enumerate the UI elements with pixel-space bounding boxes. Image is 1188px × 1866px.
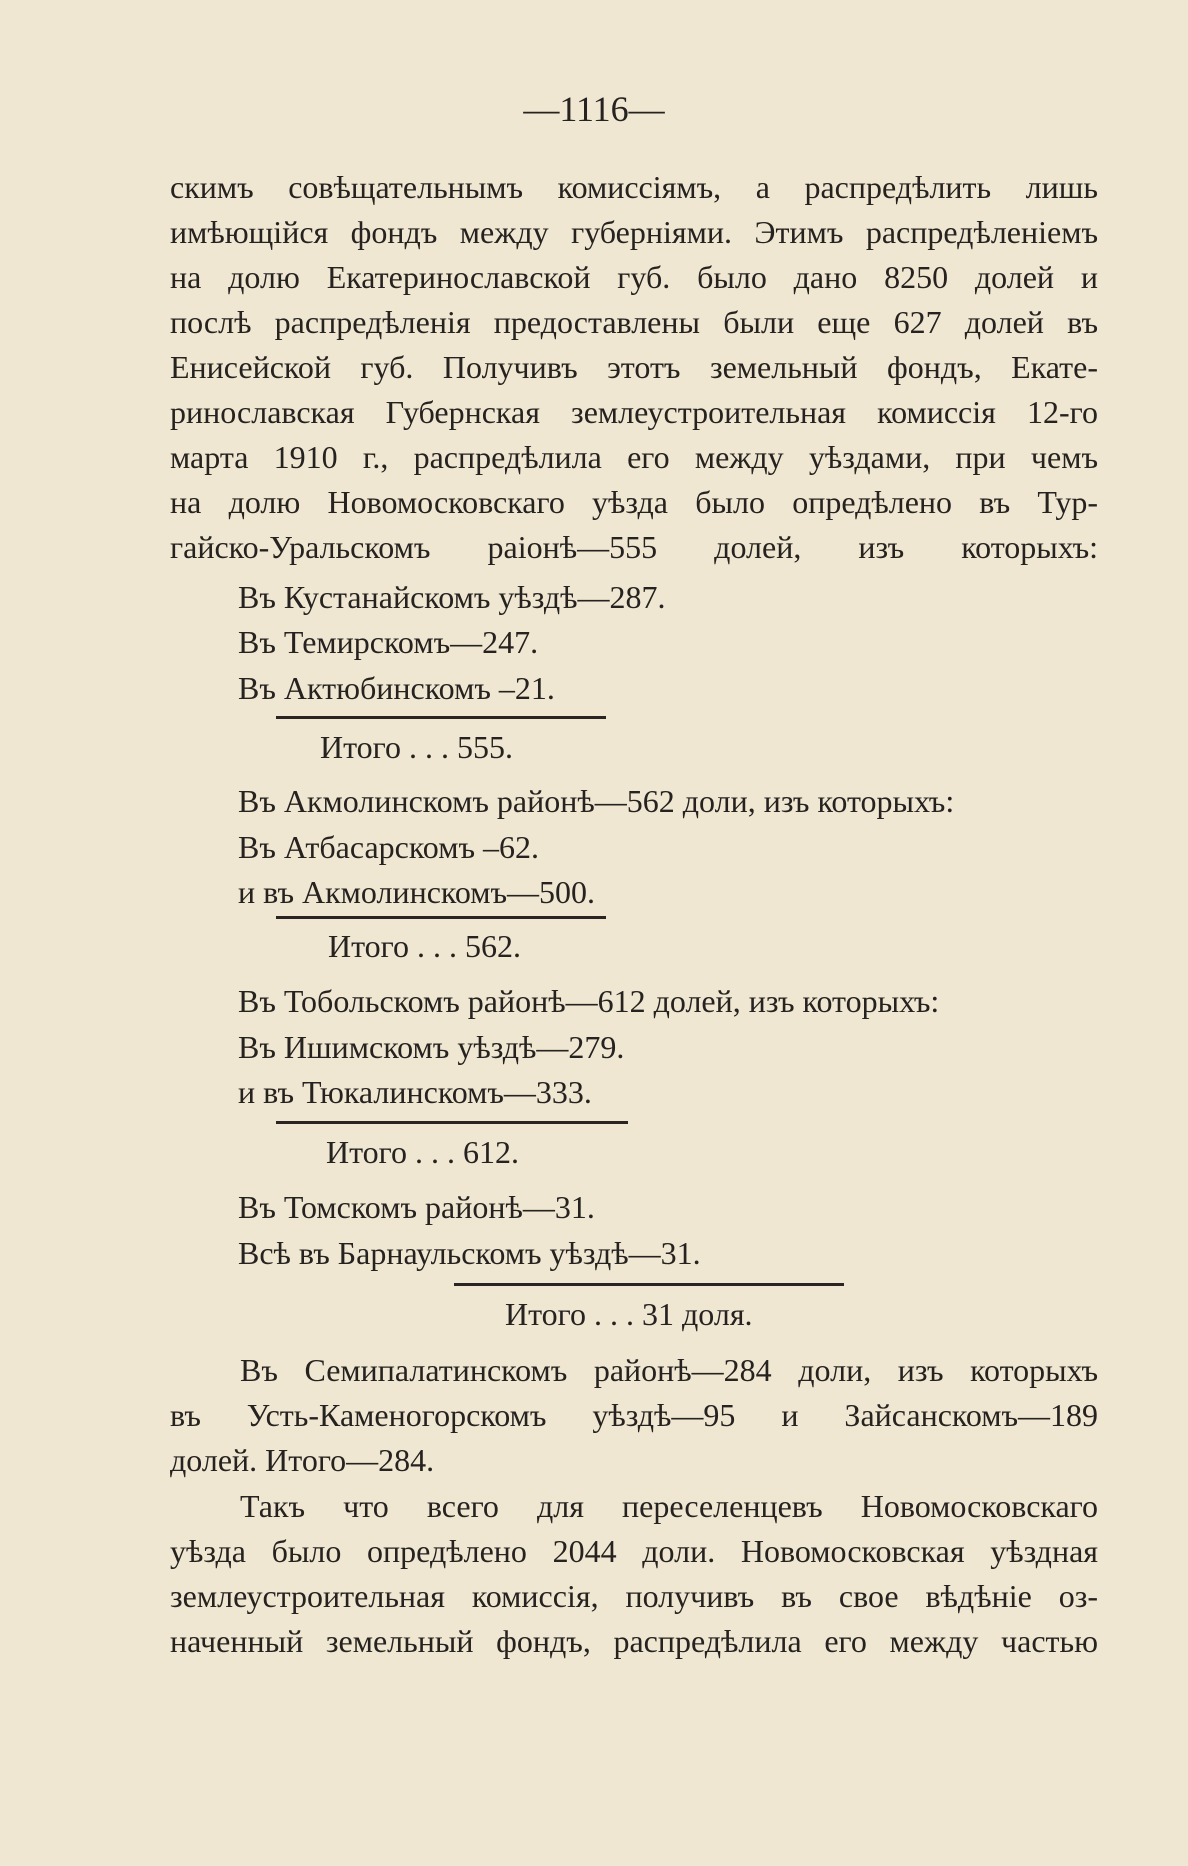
text-line: марта 1910 г., распредѣлила его между уѣздами, при чемъ [170,439,1098,475]
total-rule [276,1121,628,1124]
text-line: имѣющійся фондъ между губерніями. Этимъ распредѣленіемъ [170,214,1098,250]
text-line: на долю Екатеринославской губ. было дано 8250 долей и [170,259,1098,295]
total-rule [276,916,606,919]
text-line: долей. Итого—284. [170,1442,435,1478]
total-line: Итого . . . 555. [320,729,513,765]
list-item: Въ Ишимскомъ уѣздѣ—279. [238,1029,625,1065]
paragraph-semipalatinsk [170,1348,1098,1483]
text-line: скимъ совѣщательнымъ комиссіямъ, а распредѣлить лишь [170,169,1098,205]
list-item: Въ Темирскомъ—247. [238,624,539,660]
paragraph-total [170,1484,1098,1664]
text-line: въ Усть-Каменогорскомъ уѣздѣ—95 и Зайсанскомъ—189 [170,1397,1098,1433]
total-line: Итого . . . 562. [328,928,521,964]
section-heading: Въ Тобольскомъ районѣ—612 долей, изъ которыхъ: [238,983,940,1019]
text-line: Енисейской губ. Получивъ этотъ земельный фондъ, Екате- [170,349,1098,385]
list-item: Въ Атбасарскомъ –62. [238,829,539,865]
page-number: —1116— [523,89,665,129]
text-line: наченный земельный фондъ, распредѣлила его между частью [170,1623,1098,1659]
list-item: Въ Актюбинскомъ –21. [238,670,555,706]
text-line: на долю Новомосковскаго уѣзда было опредѣлено въ Тур- [170,484,1098,520]
section-heading: Въ Акмолинскомъ районѣ—562 доли, изъ которыхъ: [238,783,955,819]
list-item: и въ Акмолинскомъ—500. [238,874,595,910]
total-rule [454,1283,844,1286]
text-line: ринославская Губернская землеустроительная комиссія 12-го [170,394,1098,430]
total-line: Итого . . . 31 доля. [505,1296,753,1332]
total-rule [276,716,606,719]
list-item: Въ Кустанайскомъ уѣздѣ—287. [238,579,666,615]
text-line: Такъ что всего для переселенцевъ Новомосковскаго [240,1488,1098,1524]
paragraph-allocation [170,165,1098,570]
text-line: Въ Семипалатинскомъ районѣ—284 доли, изъ которыхъ [240,1352,1098,1388]
text-line: землеустроительная комиссія, получивъ въ свое вѣдѣніе оз- [170,1578,1098,1614]
text-line: послѣ распредѣленія предоставлены были еще 627 долей въ [170,304,1098,340]
list-item: Въ Томскомъ районѣ—31. [238,1189,595,1225]
list-item: Всѣ въ Барнаульскомъ уѣздѣ—31. [238,1235,701,1271]
total-line: Итого . . . 612. [326,1134,519,1170]
list-item: и въ Тюкалинскомъ—333. [238,1074,592,1110]
text-line: гайско-Уральскомъ раіонѣ—555 долей, изъ которыхъ: [170,529,1098,565]
text-line: уѣзда было опредѣлено 2044 доли. Новомосковская уѣздная [170,1533,1098,1569]
